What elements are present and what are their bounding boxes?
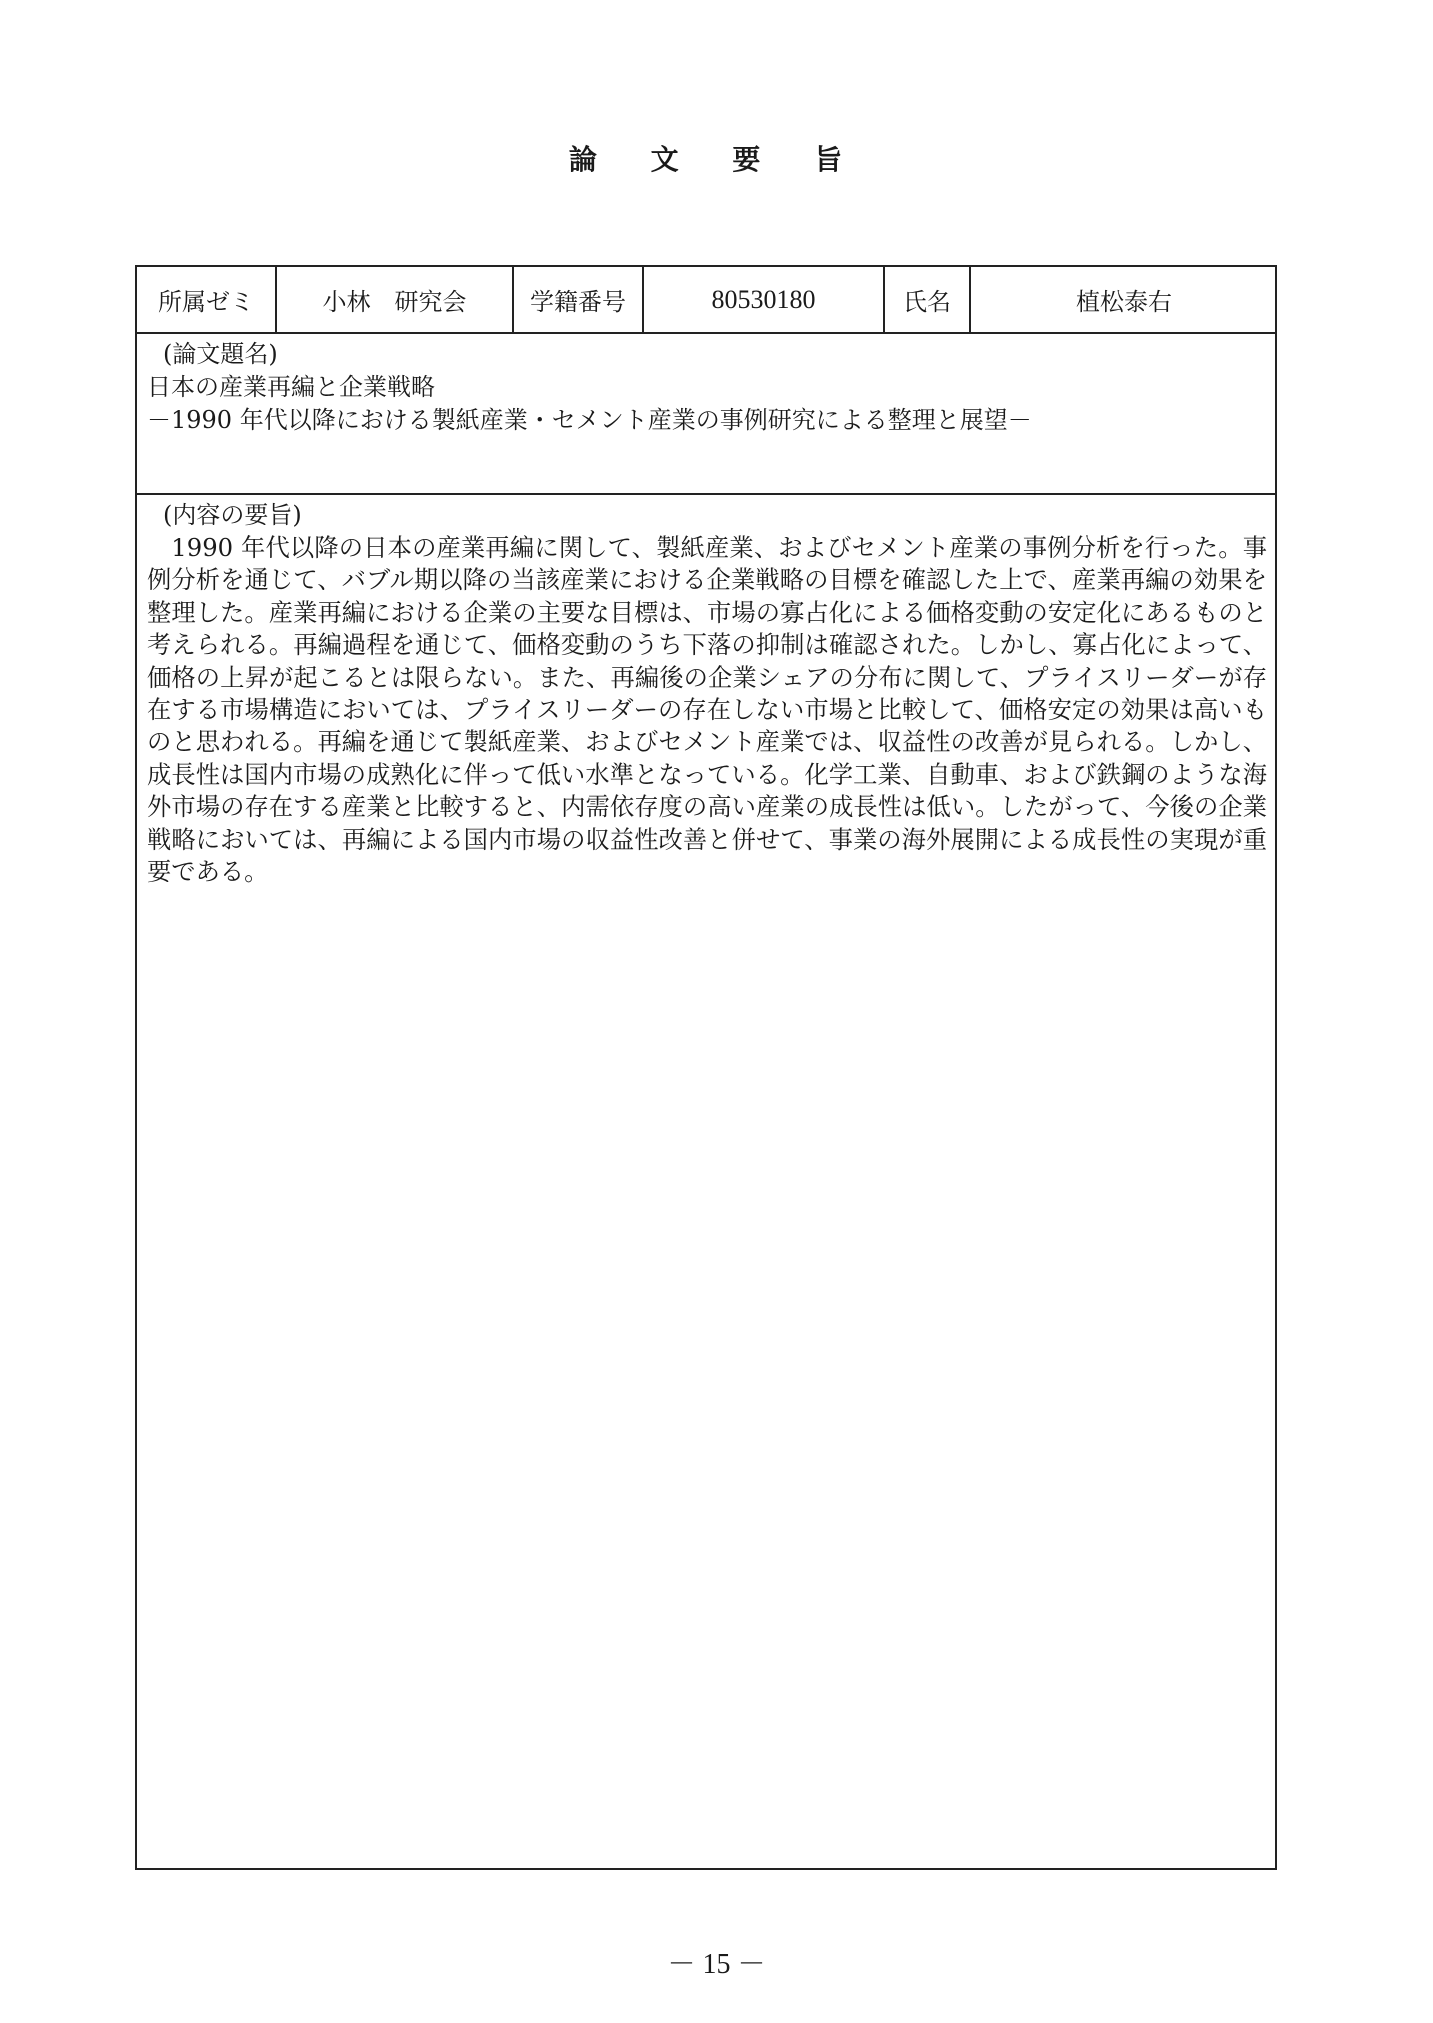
seminar-label: 所属ゼミ (137, 267, 277, 332)
name-value: 植松泰右 (1076, 288, 1172, 316)
thesis-title-label: (論文題名) (163, 340, 278, 368)
student-id-label: 学籍番号 (514, 267, 644, 332)
summary-section (137, 495, 1275, 888)
abstract-form (135, 265, 1277, 1870)
seminar-value: 小林 研究会 (277, 267, 514, 332)
student-id-value: 80530180 (644, 267, 885, 332)
summary-label: (内容の要旨) (163, 501, 302, 529)
name-label: 氏名 (885, 267, 971, 332)
info-row (137, 267, 1275, 334)
thesis-title: 日本の産業再編と企業戦略 (147, 373, 435, 401)
page-number: － 15 － (667, 1949, 766, 1980)
thesis-title-section (137, 334, 1275, 495)
summary-text: 1990 年代以降の日本の産業再編に関して、製紙産業、およびセメント産業の事例分析を行った。事例分析を通じて、バブル期以降の当該産業における企業戦略の目標を確認した上で、産業再編の効果を整理した。産業再編における企業の主要な目標は、市場の寡占化による価格変動の安定化にあるものと考えられる。再編過程を通じて、価格変動のうち下落の抑制は確認された。しかし、寡占化によって、価格の上昇が起こるとは限らない。また、再編後の企業シェアの分布に関して、プライスリーダーが存在する市場構造においては、プライスリーダーの存在しない市場と比較して、価格安定の効果は高いものと思われる。再編を通じて製紙産業、およびセメント産業では、収益性の改善が見られる。しかし、成長性は国内市場の成熟化に伴って低い水準となっている。化学工業、自動車、および鉄鋼のような海外市場の存在する産業と比較すると、内需依存度の高い産業の成長性は低い。したがって、今後の企業戦略においては、再編による国内市場の収益性改善と併せて、事業の海外展開による成長性の実現が重要である。 (147, 533, 1267, 887)
page-title: 論 文 要 旨 (568, 143, 865, 176)
thesis-subtitle: －1990 年代以降における製紙産業・セメント産業の事例研究による整理と展望－ (147, 406, 1032, 434)
